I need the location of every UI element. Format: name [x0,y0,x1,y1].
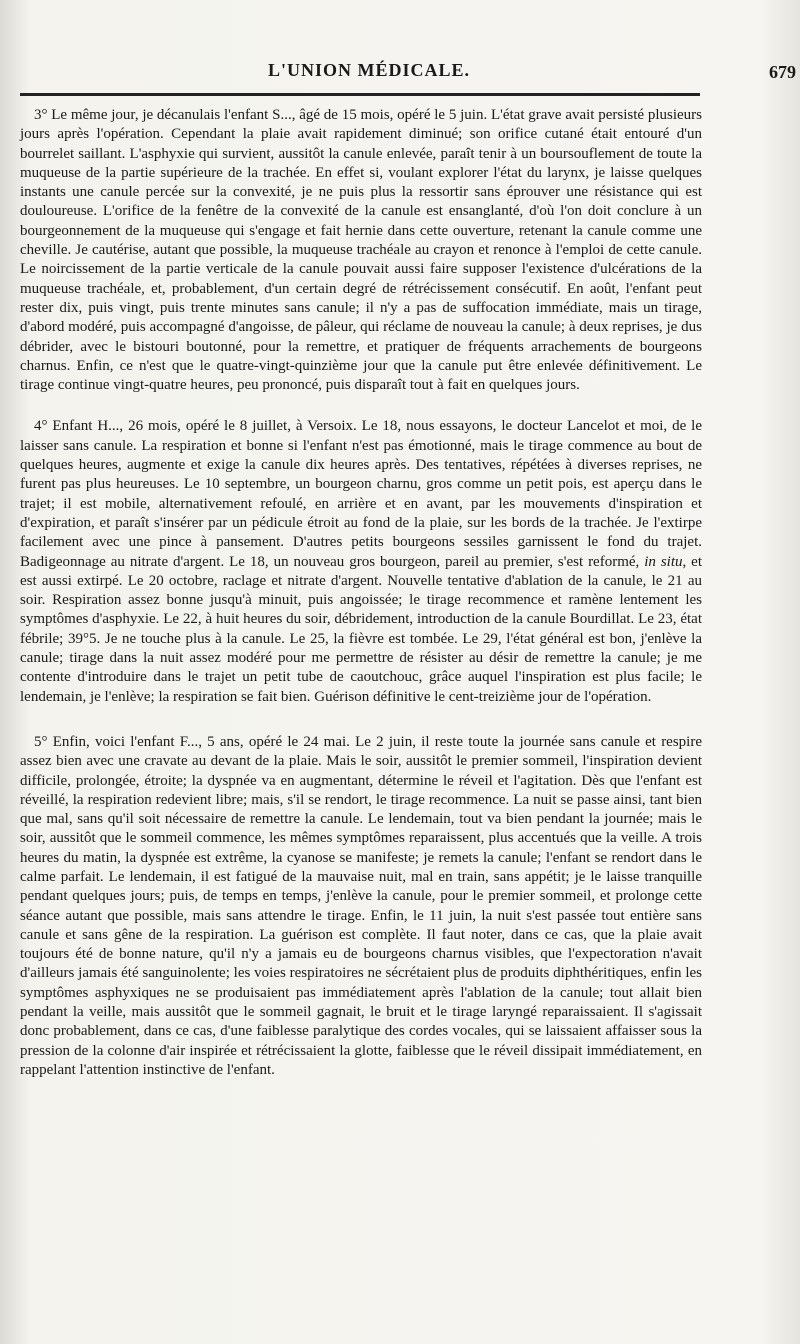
paragraph-case-4-part-1: 4° Enfant H..., 26 mois, opéré le 8 juillet, à Versoix. Le 18, nous essayons, le docteur Lancelot et moi, de le laisser sans canule. La respiration et bonne si l'enfant n'est pas émotionné, mais le tirage commence au bout de quelques heures, augmente et exige la canule dix heures après. Des tentatives, répétées à diverses reprises, ne furent pas plus heureuses. Le 10 septembre, un bourgeon charnu, gros comme un petit pois, est aperçu dans le trajet; il est mobile, alternativement refoulé, en arrière et en avant, par les mouvements d'inspiration et d'expiration, et paraît s'insérer par un pédicule étroit au fond de la plaie, sur les bords de la trachée. Je l'extirpe facilement avec une pince à pansement. D'autres petits bourgeons sessiles garnissent le fond du trajet. Badigeonnage au nitrate d'argent. Le 18, un nouveau gros bourgeon, pareil au premier, s'est reformé, [20,418,702,570]
italic-in-situ: in situ [644,553,683,570]
header-rule [20,93,700,96]
paragraph-case-4 [20,417,702,706]
paragraph-case-5: 5° Enfin, voici l'enfant F..., 5 ans, opéré le 24 mai. Le 2 juin, il reste toute la journée sans canule et respire assez bien avec une cravate au devant de la plaie. Mais le soir, aussitôt le premier sommeil, l'inspiration devient difficile, prolongée, étroite; la dyspnée va en augmentant, détermine le réveil et l'agitation. Dès que l'enfant est réveillé, la respiration redevient libre; mais, s'il se rendort, le tirage recommence. La nuit se passe ainsi, tant bien que mal, sans qu'il soit nécessaire de remettre la canule. Le lendemain, tout va bien pendant la journée; mais le soir, aussitôt que le sommeil commence, les mêmes symptômes reparaissent, plus accentués que la veille. A trois heures du matin, la dyspnée est extrême, la cyanose se manifeste; je remets la canule; l'enfant se rendort dans le calme parfait. Le lendemain, il est fatigué de la mauvaise nuit, mal en train, sans appétit; je le laisse tranquille pendant quelques jours; puis, de temps en temps, j'enlève la canule, pour le premier sommeil, et prolonge cette séance autant que possible, mais sans attendre le tirage. Enfin, le 11 juin, la nuit s'est passée tout entière sans canule et sans gêne de la respiration. La guérison est complète. Il faut noter, dans ce cas, que la plaie avait toujours été de bonne nature, qu'il n'y a jamais eu de bourgeons charnus visibles, que l'expectoration n'avait d'ailleurs jamais été sanguinolente; les voies respiratoires ne sécrétaient plus de produits diphthéritiques, enfin les symptômes asphyxiques ne se produisaient pas immédiatement après l'ablation de la canule; tout allait bien pendant la veille, mais aussitôt que le sommeil gagnait, le bruit et le tirage laryngé reparaissaient. Il s'agissait donc probablement, dans ce cas, d'une faiblesse paralytique des cordes vocales, qui se laissaient affaisser sous la pression de la colonne d'air inspirée et rétrécissaient la glotte, faiblesse que le réveil dissipait immédiatement, en rappelant l'attention instinctive de l'enfant. [20,733,702,1078]
paragraph-case-3: 3° Le même jour, je décanulais l'enfant S..., âgé de 15 mois, opéré le 5 juin. L'état grave avait persisté plusieurs jours après l'opération. Cependant la plaie avait rapidement diminué; son orifice cutané était entouré d'un bourrelet saillant. L'asphyxie qui survient, aussitôt la canule enlevée, paraît tenir à un boursouflement de toute la muqueuse de la partie supérieure de la trachée. En effet si, voulant explorer l'état du larynx, je laisse quelques instants une canule percée sur la convexité, je ne puis plus la ressortir sans éprouver une résistance qui est douloureuse. L'orifice de la fenêtre de la convexité de la canule est ensanglanté, d'où l'on doit conclure à un bourgeonnement de la muqueuse qui s'engage et fait hernie dans cette ouverture, retenant la canule comme une cheville. Je cautérise, autant que possible, la muqueuse trachéale au crayon et renonce à l'emploi de cette canule. Le noircissement de la partie verticale de la canule pouvait aussi faire supposer l'existence d'ulcérations de la muqueuse trachéale, et, probablement, d'un certain degré de rétrécissement consécutif. En août, l'enfant peut rester dix, puis vingt, puis trente minutes sans canule; il n'y a pas de suffocation immédiate, mais un tirage, d'abord modéré, puis accompagné d'angoisse, de pâleur, qui réclame de nouveau la canule; à deux reprises, je dus débrider, avec le bistouri boutonné, pour la remettre, et pratiquer de fréquents arrachements de bourgeons charnus. Enfin, ce n'est que le quatre-vingt-quinzième jour que la canule put être enlevée définitivement. Le tirage continue vingt-quatre heures, peu prononcé, puis disparaît tout à fait en quelques jours. [20,107,702,394]
page-number: 679 [769,62,796,82]
paragraph-case-4-part-2: , et est aussi extirpé. Le 20 octobre, raclage et nitrate d'argent. Nouvelle tentative d'ablation de la canule, le 21 au soir. Respiration assez bonne jusqu'à minuit, puis angoissée; le tirage recommence et ramène lentement les symptômes d'asphyxie. Le 22, à huit heures du soir, débridement, introduction de la canule Bourdillat. Le 23, état fébrile; 39°5. Je ne touche plus à la canule. Le 25, la fièvre est tombée. Le 29, l'état général est bon, j'enlève la canule; tirage dans la nuit assez modéré pour me permettre de résister au désir de remettre la canule; je me contente d'introduire dans le trajet un petit tube de caoutchouc, grâce auquel l'inspiration est plus facile; le lendemain, je l'enlève; la respiration se fait bien. Guérison définitive le cent-treizième jour de l'opération. [20,553,703,705]
page-body [20,106,702,1080]
running-title: L'UNION MÉDICALE. [268,60,471,80]
page-header [20,58,796,94]
